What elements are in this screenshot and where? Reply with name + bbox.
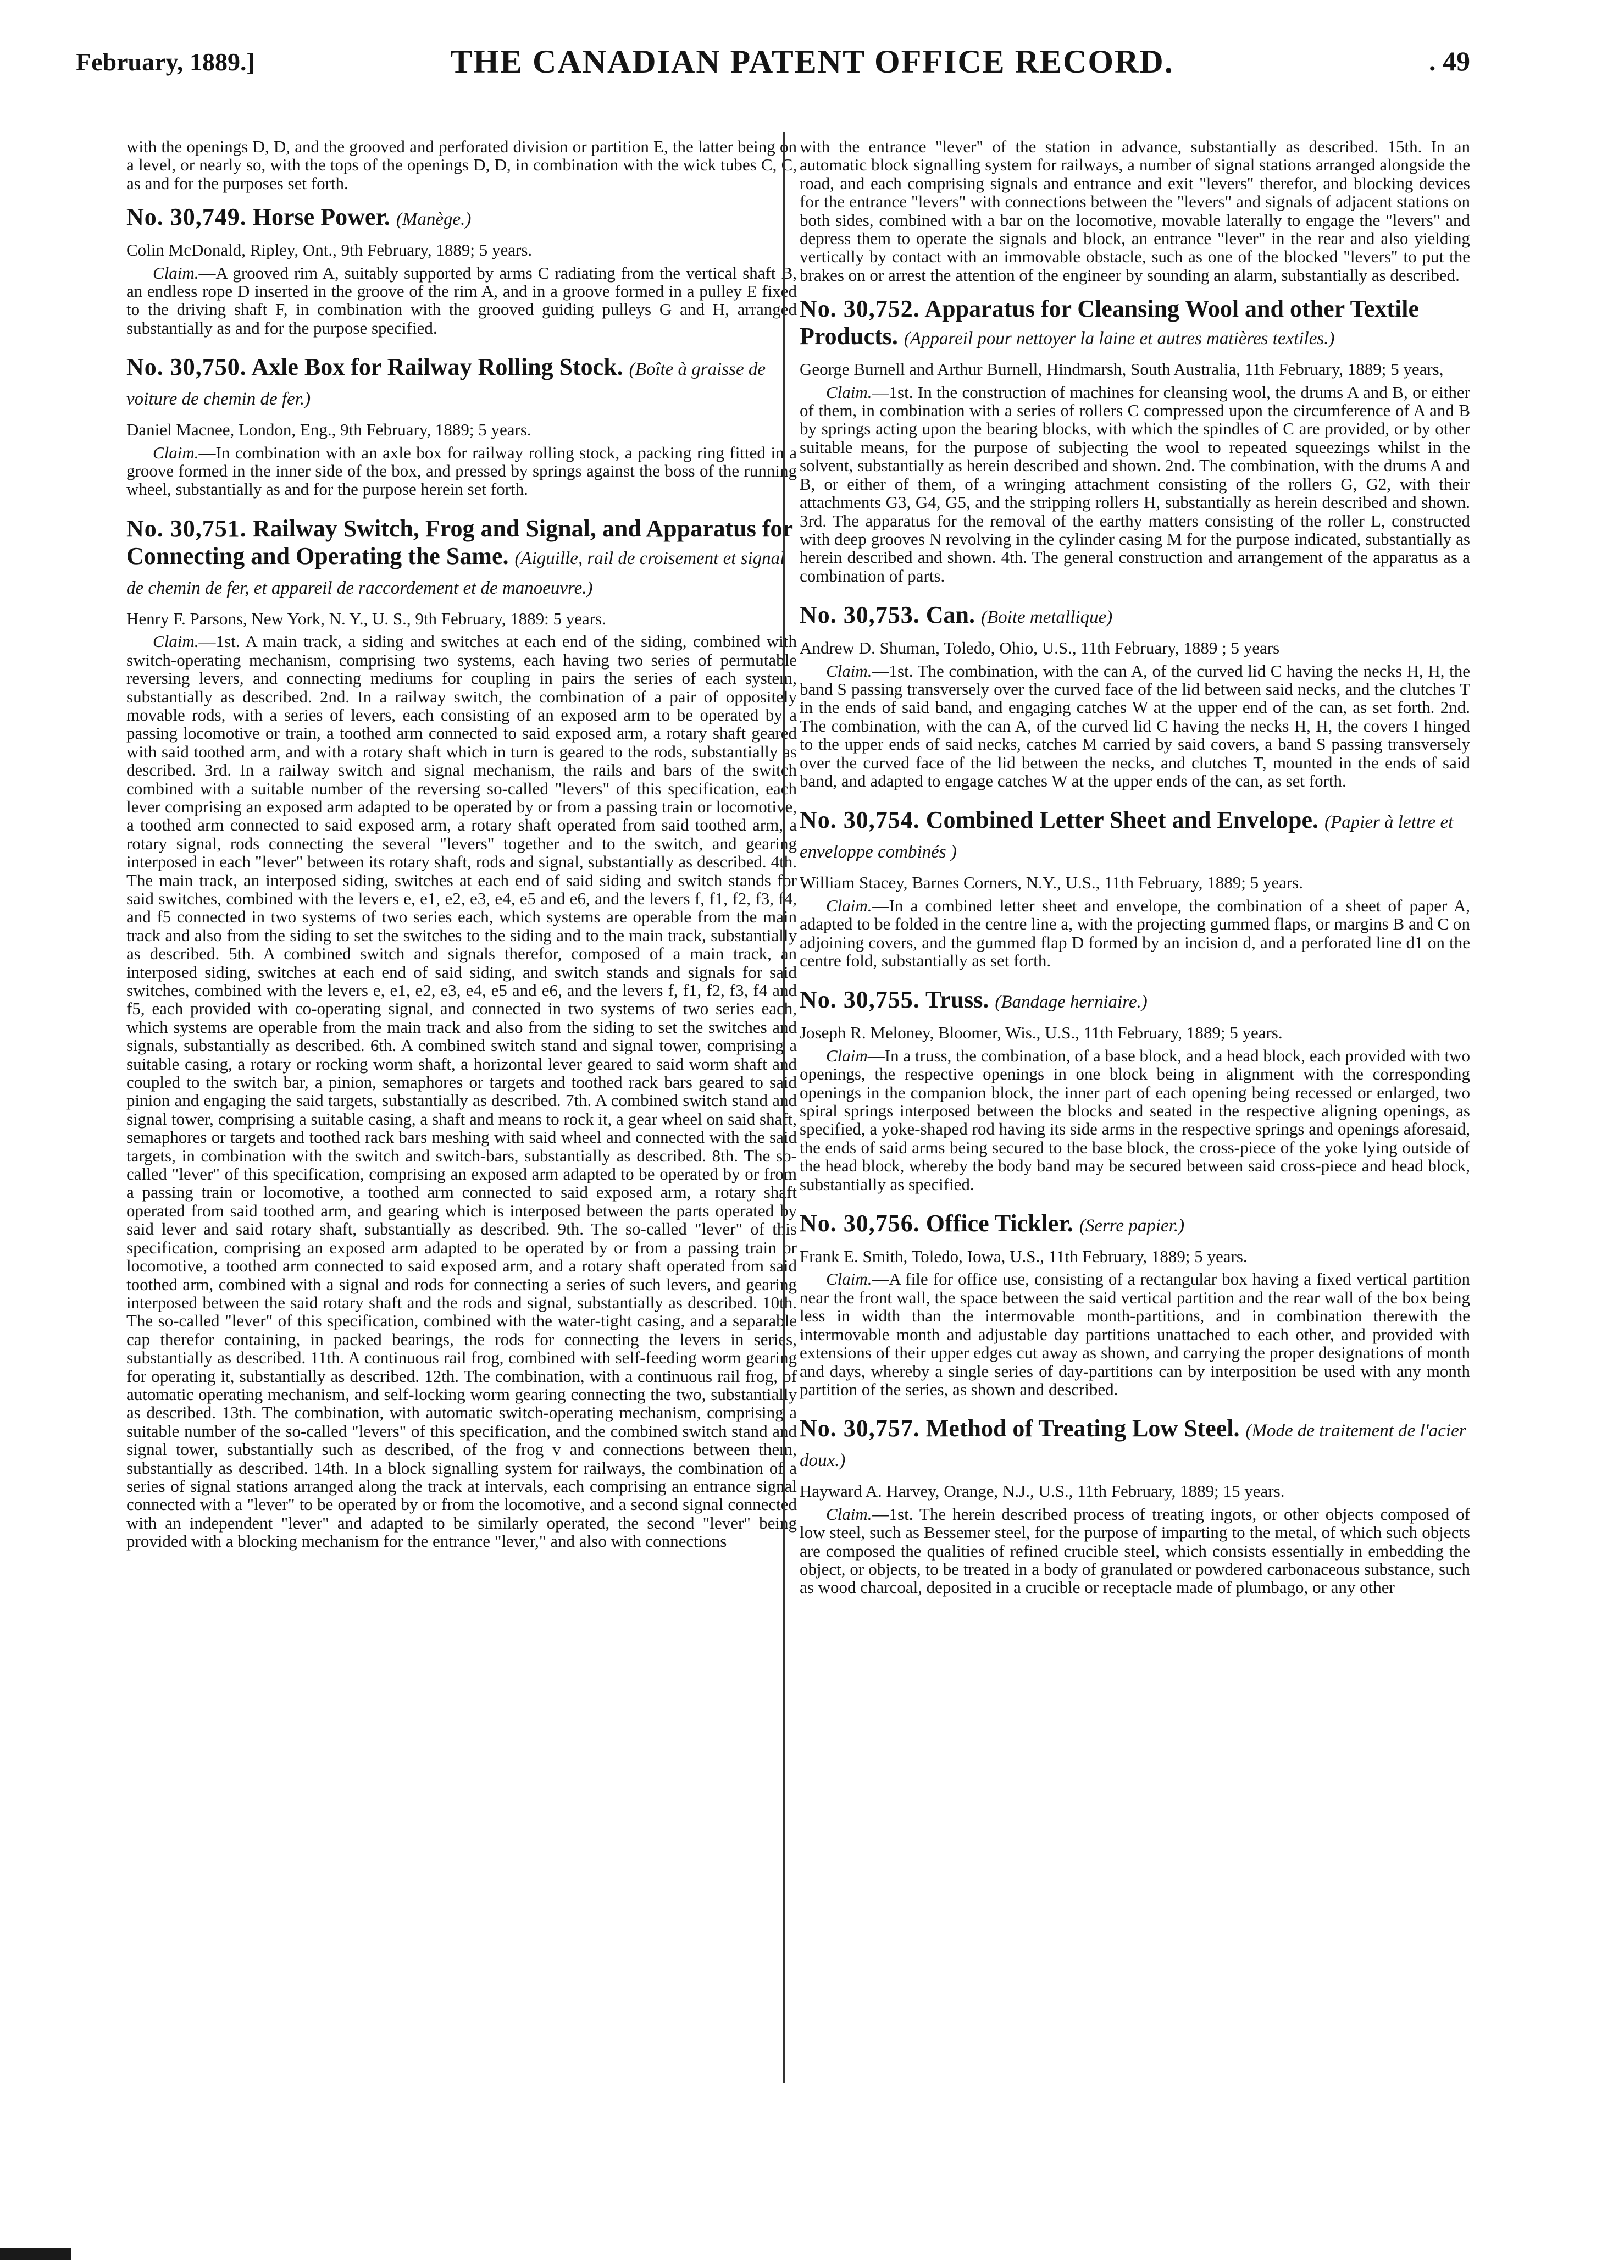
patent-number: No. 30,752. bbox=[800, 295, 920, 323]
french-title: (Appareil pour nettoyer la laine et autres matières textiles.) bbox=[904, 329, 1335, 349]
journal-title: THE CANADIAN PATENT OFFICE RECORD. bbox=[450, 43, 1174, 80]
claim-text bbox=[126, 632, 797, 1550]
patent-entry-30756 bbox=[800, 1210, 1470, 1398]
claim-text bbox=[800, 662, 1470, 790]
claim-body: —1st. A main track, a siding and switches at each end of the siding, combined with switch-operating mechanism, comprising two systems, each having two series of permutable reversing levers, and connecting mediums for coupling in pairs the series of each system, substantially as described. 2nd. In a railway switch, the combination of a pair of oppositely movable rods, with a series of levers, each consisting of an exposed arm to be operated by a passing locomotive or train, a toothed arm connected to said exposed arm, a rotary shaft geared with said toothed arm, and with a rotary shaft which in turn is geared to the rods, substantially as described. 3rd. In a railway switch and signal mechanism, the rails and bars of the switch combined with a suitable number of the reversing so-called "levers" of this specification, each lever comprising an exposed arm adapted to be operated by or from a passing train or locomotive, a toothed arm connected to said exposed arm, a rotary shaft operated from said toothed arm, a rotary signal, rods connecting the several "levers" together and to the switch, and gearing interposed in each "lever" between its rotary shaft, rods and signal, substantially as described. 4th. The main track, an interposed siding, switches at each end of said siding and switch stands for said switches, combined with the levers e, e1, e2, e3, e4, e5 and e6, and the levers f, f1, f2, f3, f4, and f5 connected in two systems of two series each, which systems are operable from the main track and also from the siding to set the switches to the siding and to the main track, substantially as described. 5th. A combined switch and signals therefor, composed of a main track, an interposed siding, switches at each end of said siding, and switch stands and signals for said switches, combined with the levers e, e1, e2, e3, e4, e5 and e6, and the levers f, f1, f2, f3, f4 and f5, each provided with co-operating signal, and connected in two systems of two series each, which systems are operable from the main track and also from the siding to set the switches and signals, substantially as described. 6th. A combined switch stand and signal tower, comprising a suitable casing, a rotary or rocking worm shaft, a horizontal lever geared to said worm shaft and coupled to the switch bar, a pinion, semaphores or targets and toothed rack bars geared to said pinion and engaging the said targets, substantially as described. 7th. A combined switch stand and signal tower, comprising a suitable casing, a shaft and means to rock it, a gear wheel on said shaft, semaphores or targets and toothed rack bars meshing with said wheel and connected with the said targets, in combination with the switch and switch-bars, substantially as described. 8th. The so-called "lever" of this specification, comprising an exposed arm adapted to be operated by or from a passing train or locomotive, a toothed arm connected to said exposed arm, a rotary shaft operated from said toothed arm, and gearing which is interposed between the parts operated by said lever and said rotary shaft, substantially as described. 9th. The so-called "lever" of this specification, comprising an exposed arm adapted to be operated by or from a passing train or locomotive, a toothed arm connected to said exposed arm, and a rotary shaft operated from said toothed arm, combined with a signal and rods for connecting a series of such levers, and gearing interposed between the said rotary shaft and the rods and signal, substantially as described. 10th. The so-called "lever" of this specification, combined with the water-tight casing, and a separable cap therefor containing, in packed bearings, the rods for connecting the levers in series, substantially as described. 11th. A continuous rail frog, combined with self-feeding worm gearing for operating it, substantially as described. 12th. The combination, with a continuous rail frog, of automatic operating mechanism, and self-locking worm gearing connecting the two, substantially as described. 13th. The combination, with automatic switch-operating mechanism, comprising a suitable number of the so-called "levers" of this specification, and the combined switch stand and signal tower, substantially such as described, of the frog v and connections between them, substantially as described. 14th. In a block signalling system for railways, the combination of a series of signal stations arranged along the track at intervals, each comprising an entrance signal connected with a "lever" to be operated by or from the locomotive, and a second signal connected with an independent "lever" and adapted to be similarly operated, the second "lever" being provided with a blocking mechanism for the entrance "lever," and also with connections bbox=[126, 632, 797, 1551]
claim-label: Claim bbox=[826, 1046, 868, 1065]
inventor-line: Daniel Macnee, London, Eng., 9th February, 1889; 5 years. bbox=[126, 420, 531, 440]
patent-heading bbox=[800, 1415, 1470, 1474]
claim-label: Claim. bbox=[153, 442, 199, 462]
inventor-line: Henry F. Parsons, New York, N. Y., U. S., 9th February, 1889: 5 years. bbox=[126, 609, 606, 628]
patent-title: Can. bbox=[925, 601, 975, 629]
claim-label: Claim. bbox=[153, 632, 199, 651]
french-title: (Boite metallique) bbox=[981, 607, 1113, 628]
claim-body: —A file for office use, consisting of a rectangular box having a fixed vertical partition near the front wall, the space between the said vertical partition and the rear wall of the box being less in width than the intermovable month-partitions, and in combination therewith the intermovable month and adjustable day partitions unattached to each other, and provided with extensions of their upper edges cut away as shown, and carrying the proper designations of month and days, whereby a single series of day-partitions can by interposition be used with any month partition of the series, as shown and described. bbox=[800, 1269, 1470, 1399]
continued-claim-text: with the openings D, D, and the grooved and perforated division or partition E, the latter being on a level, or nearly so, with the tops of the openings D, D, in combination with the wick tubes C, C, as and for the purposes set forth. bbox=[126, 137, 797, 193]
scan-edge-mark bbox=[0, 2248, 71, 2260]
issue-date: February, 1889.] bbox=[76, 48, 255, 76]
patent-number: No. 30,749. bbox=[126, 203, 247, 231]
claim-text bbox=[800, 1270, 1470, 1398]
claim-body: —A grooved rim A, suitably supported by arms C radiating from the vertical shaft B, an endless rope D inserted in the groove of the rim A, and in a groove formed in a pulley E fixed to the driving shaft F, in combination with the grooved guiding pulleys G and H, arranged substantially as and for the purpose specified. bbox=[126, 263, 797, 338]
patent-number: No. 30,753. bbox=[800, 601, 920, 629]
claim-body: —In a combined letter sheet and envelope, the combination of a sheet of paper A, adapted to be folded in the centre line a, with the projecting gummed flaps, or margins B and C on adjoining covers, and the gummed flap D formed by an incision d, and a perforated line d1 on the centre fold, substantially as set forth. bbox=[800, 895, 1470, 970]
french-title: (Mode de traitement de l'acier doux.) bbox=[800, 1421, 1466, 1471]
claim-text bbox=[800, 1047, 1470, 1193]
claim-body: —In combination with an axle box for railway rolling stock, a packing ring fitted in a groove formed in the inner side of the box, and pressed by springs against the boss of the running wheel, substantially as and for the purpose herein set forth. bbox=[126, 442, 797, 499]
left-column bbox=[126, 137, 797, 1567]
patent-heading bbox=[126, 515, 797, 602]
french-title: (Serre papier.) bbox=[1079, 1216, 1185, 1236]
claim-label: Claim. bbox=[153, 263, 199, 283]
french-title: (Manège.) bbox=[396, 209, 472, 230]
claim-body: —In a truss, the combination, of a base block, and a head block, each provided with two openings, the respective openings in one block being in alignment with the corresponding openings in the companion block, the inner part of each opening being recessed or enlarged, two spiral springs interposed between the blocks and seated in the respective aligning openings, as specified, a yoke-shaped rod having its side arms in the respective springs and openings aforesaid, the ends of said arms being secured to the base block, the cross-piece of the yoke lying outside of the head block, whereby the body band may be secured between said cross-piece and head block, substantially as specified. bbox=[800, 1046, 1470, 1194]
patent-number: No. 30,754. bbox=[800, 806, 920, 834]
patent-entry-30753 bbox=[800, 601, 1470, 790]
page-header bbox=[0, 0, 1624, 93]
right-column bbox=[800, 137, 1470, 1613]
patent-number: No. 30,751. bbox=[126, 515, 247, 542]
inventor-line: Frank E. Smith, Toledo, Iowa, U.S., 11th February, 1889; 5 years. bbox=[800, 1247, 1248, 1266]
patent-heading bbox=[126, 203, 797, 233]
page-number: . 49 bbox=[1429, 46, 1470, 76]
claim-body: —1st. In the construction of machines for cleansing wool, the drums A and B, or either of them, in combination with a series of rollers C compressed upon the circumference of A and B by springs acting upon the bearing blocks, with which the spindles of C are provided, or by other suitable means, for the purpose of subjecting the wool to repeated squeezings whilst in the solvent, substantially as herein described and shown. 2nd. The combination, with the drums A and B, or either of them, of a wringing attachment consisting of the rollers G, G2, with their attachments G3, G4, G5, and the stripping rollers H, substantially as herein described and shown. 3rd. The apparatus for the removal of the earthy matters consisting of the roller L, constructed with deep grooves N revolving in the cylinder casing M for the purpose indicated, substantially as herein described and shown. 4th. The general construction and arrangement of the apparatus as a combination of parts. bbox=[800, 382, 1470, 585]
patent-entry-30749 bbox=[126, 203, 797, 337]
inventor-line: Joseph R. Meloney, Bloomer, Wis., U.S., 11th February, 1889; 5 years. bbox=[800, 1023, 1283, 1043]
french-title: (Boîte à graisse de voiture de chemin de fer.) bbox=[126, 359, 766, 410]
french-title: (Papier à lettre et enveloppe combinés ) bbox=[800, 812, 1454, 862]
claim-text bbox=[800, 1505, 1470, 1597]
patent-title: Truss. bbox=[925, 986, 989, 1014]
continued-claim-text: with the entrance "lever" of the station in advance, substantially as described. 15th. In an automatic block signalling system for railways, a number of signal stations arranged alongside the road, and each comprising signals and entrance and exit "levers" therefor, and blocking devices for the entrance "levers" with connections between the "levers" and signals of adjacent stations on both sides, combined with a bar on the locomotive, movable laterally to engage the "levers" and depress them to operate the signals and block, an entrance "lever" in the rear and also yielding vertically by contact with an immovable obstacle, such as one of the blocked "levers" to put the brakes on or arrest the attention of the engineer by sounding an alarm, substantially as described. bbox=[800, 137, 1470, 285]
patent-heading bbox=[800, 601, 1470, 631]
claim-label: Claim. bbox=[826, 895, 872, 915]
claim-label: Claim. bbox=[826, 1504, 872, 1524]
patent-entry-30755 bbox=[800, 986, 1470, 1193]
patent-entry-30757 bbox=[800, 1415, 1470, 1596]
patent-entry-30750 bbox=[126, 353, 797, 499]
inventor-line: George Burnell and Arthur Burnell, Hindmarsh, South Australia, 11th February, 1889; 5 years, bbox=[800, 359, 1444, 379]
patent-number: No. 30,750. bbox=[126, 353, 247, 381]
patent-number: No. 30,757. bbox=[800, 1415, 920, 1442]
claim-text bbox=[800, 383, 1470, 585]
claim-body: —1st. The combination, with the can A, of the curved lid C having the necks H, H, the band S passing transversely over the curved face of the lid between said necks, and the clutches T in the ends of said band, and engaging catches W at the upper end of the can, as set forth. 2nd. The combination, with the can A, of the curved lid C having the necks H, H, the covers I hinged to the upper ends of said necks, catches M carried by said covers, a band S passing transversely over the curved face of the lid between the necks, and clutches T, mounted in the ends of said band, and adapted to engage catches W at the upper ends of the can, as set forth. bbox=[800, 661, 1470, 790]
patent-title: Axle Box for Railway Rolling Stock. bbox=[251, 353, 623, 381]
patent-entry-30751 bbox=[126, 515, 797, 1551]
patent-heading bbox=[800, 986, 1470, 1016]
inventor-line: Hayward A. Harvey, Orange, N.J., U.S., 11th February, 1889; 15 years. bbox=[800, 1481, 1285, 1501]
patent-title: Railway Switch, Frog and Signal, and Apparatus for Connecting and Operating the Same. bbox=[126, 515, 793, 569]
claim-body: —1st. The herein described process of treating ingots, or other objects composed of low steel, such as Bessemer steel, for the purpose of imparting to the metal, of which such objects are composed the qualities of refined crucible steel, which consists essentially in embedding the object, or objects, to be treated in a body of granulated or powdered carbonaceous substance, such as wood charcoal, deposited in a crucible or receptacle made of plumbago, or any other bbox=[800, 1504, 1470, 1597]
patent-heading bbox=[800, 806, 1470, 866]
french-title: (Bandage herniaire.) bbox=[995, 992, 1148, 1013]
claim-text bbox=[126, 444, 797, 499]
claim-text bbox=[800, 897, 1470, 970]
patent-entry-30754 bbox=[800, 806, 1470, 970]
patent-heading bbox=[800, 1210, 1470, 1240]
patent-entry-30752 bbox=[800, 295, 1470, 585]
patent-heading bbox=[800, 295, 1470, 352]
column-divider bbox=[783, 132, 785, 2083]
inventor-line: Colin McDonald, Ripley, Ont., 9th February, 1889; 5 years. bbox=[126, 240, 533, 260]
patent-heading bbox=[126, 353, 797, 413]
claim-label: Claim. bbox=[826, 1269, 872, 1289]
patent-title: Combined Letter Sheet and Envelope. bbox=[925, 806, 1318, 834]
inventor-line: William Stacey, Barnes Corners, N.Y., U.S., 11th February, 1889; 5 years. bbox=[800, 873, 1303, 893]
patent-number: No. 30,756. bbox=[800, 1210, 920, 1237]
patent-title: Horse Power. bbox=[252, 203, 390, 231]
patent-number: No. 30,755. bbox=[800, 986, 920, 1014]
claim-label: Claim. bbox=[826, 382, 872, 402]
claim-label: Claim. bbox=[826, 661, 872, 681]
claim-text bbox=[126, 264, 797, 338]
patent-title: Apparatus for Cleansing Wool and other Textile Products. bbox=[800, 295, 1420, 350]
patent-title: Method of Treating Low Steel. bbox=[925, 1415, 1240, 1442]
inventor-line: Andrew D. Shuman, Toledo, Ohio, U.S., 11th February, 1889 ; 5 years bbox=[800, 638, 1280, 658]
patent-title: Office Tickler. bbox=[925, 1210, 1073, 1237]
french-title: (Aiguille, rail de croisement et signal de chemin de fer, et appareil de raccordement et de manoeuvre.) bbox=[126, 548, 785, 598]
